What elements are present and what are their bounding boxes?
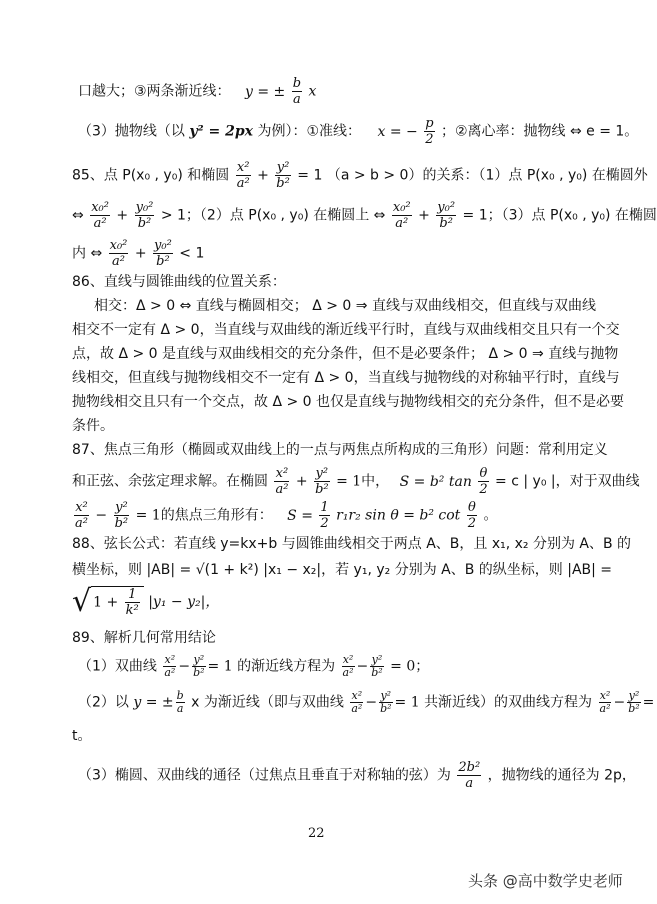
numerator: x² <box>351 689 363 702</box>
numerator: y² <box>371 653 383 666</box>
fraction <box>342 654 355 679</box>
fraction <box>314 466 330 497</box>
denominator: 2 <box>320 516 329 531</box>
numerator: 1 <box>128 587 137 602</box>
numerator: x² <box>342 653 354 666</box>
text-segment: 和正弦、余弦定理求解。在椭圆 <box>72 473 268 490</box>
fraction <box>350 690 363 715</box>
section-heading <box>72 272 286 292</box>
numerator: x² <box>236 160 250 175</box>
text-line <box>72 160 648 191</box>
fraction <box>135 200 155 231</box>
fraction <box>153 238 173 269</box>
math-expr: = 0； <box>390 658 430 675</box>
fraction <box>292 76 302 107</box>
text-line <box>72 416 114 436</box>
denominator: k² <box>125 603 139 618</box>
text-line <box>72 392 624 412</box>
math-expr: S = <box>287 507 313 524</box>
math-expr: y = ± <box>133 694 174 711</box>
section-heading <box>72 628 216 648</box>
numerator: b <box>292 76 302 91</box>
text-segment: 横坐标，则 |AB| = √(1 + k²) |x₁ − x₂|，若 y₁, y₂ 分别为 A、B 的纵坐标，则 |AB| = <box>72 562 613 578</box>
numerator: b <box>176 689 184 702</box>
denominator: 2 <box>467 516 477 531</box>
fraction <box>125 587 140 618</box>
text-segment: 为例）：①准线： <box>257 123 362 140</box>
text-segment: 87、焦点三角形（椭圆或双曲线上的一点与两焦点所构成的三角形）问题：常利用定义 <box>72 442 608 458</box>
denominator: a² <box>599 702 611 715</box>
fraction <box>424 116 434 147</box>
text-segment: = 1 （a > b > 0）的关系：（1）点 P(x₀ , y₀) 在椭圆外 <box>297 167 648 184</box>
numerator: x₀² <box>109 238 128 253</box>
fraction <box>467 500 477 531</box>
text-line <box>78 116 638 147</box>
numerator: y² <box>628 689 640 702</box>
text-segment: （1）双曲线 <box>78 658 157 675</box>
fraction <box>457 760 481 791</box>
numerator: y₀² <box>135 200 154 215</box>
denominator: b² <box>628 702 640 715</box>
math-expr: x <box>308 83 317 100</box>
math-expr: + <box>134 245 147 262</box>
text-segment: 85、点 P(x₀ , y₀) 和椭圆 <box>72 167 230 184</box>
math-expr: + <box>257 167 269 184</box>
fraction <box>478 466 488 497</box>
denominator: a <box>293 92 301 107</box>
fraction <box>392 200 412 231</box>
text-segment: > 1；（2）点 P(x₀ , y₀) 在椭圆上 ⇔ <box>160 207 386 224</box>
text-segment: 共渐近线）的双曲线方程为 <box>424 694 593 711</box>
text-segment: （3）椭圆、双曲线的通径（过焦点且垂直于对称轴的弦）为 <box>78 767 451 784</box>
text-segment: 抛物线相交且只有一个交点，故 Δ > 0 也仅是直线与抛物线相交的充分条件，但不是必要 <box>72 394 625 410</box>
numerator: y² <box>193 653 205 666</box>
denominator: a² <box>75 516 88 531</box>
numerator: x² <box>164 653 176 666</box>
text-segment: = c | y₀ |，对于双曲线 <box>495 473 640 490</box>
fraction <box>319 500 329 531</box>
text-segment: 的渐近线方程为 <box>237 658 336 675</box>
denominator: b² <box>276 176 290 191</box>
denominator: b² <box>153 253 173 269</box>
text-segment: ⇔ <box>72 207 84 224</box>
text-segment: x 为渐近线（即与双曲线 <box>191 694 344 711</box>
numerator: y² <box>276 160 290 175</box>
text-segment: 相交不一定有 Δ > 0，当直线与双曲线的渐近线平行时，直线与双曲线相交且只有一个交 <box>72 322 620 338</box>
text-line: $\frac{\text{x²}}{\text{a²}}$ − $\frac{\text{y²}}{\text{b²}}$ = 1的焦点三角形有： S = $\frac{1}{2}$ r₁r₂ sin θ = b² cot $\frac{\theta}{2}$ 。 <box>75 500 498 531</box>
numerator: p <box>425 116 434 131</box>
text-line <box>72 726 92 746</box>
math-expr: + <box>116 207 129 224</box>
text-segment: （3）抛物线（以 <box>78 123 185 140</box>
denominator: a² <box>109 253 129 269</box>
text-line <box>72 200 657 231</box>
denominator: b² <box>380 702 392 715</box>
text-segment: 的焦点三角形有： <box>160 507 273 524</box>
text-segment: t。 <box>72 728 92 744</box>
numerator: y₀² <box>154 238 172 253</box>
denominator: a² <box>236 176 250 191</box>
text-segment: （2）以 <box>78 694 129 711</box>
numerator: 1 <box>320 500 329 515</box>
math-expr: r₁r₂ sin θ = b² cot <box>336 507 461 524</box>
denominator: b² <box>193 666 205 679</box>
text-line <box>72 586 219 618</box>
denominator: b² <box>114 516 129 531</box>
text-line <box>72 560 612 580</box>
text-segment: 点，故 Δ > 0 是直线与双曲线相交的充分条件，但不是必要条件； Δ > 0 ⇒ 直线与抛物 <box>72 346 619 362</box>
text-line <box>94 296 596 316</box>
denominator: 2 <box>479 482 488 497</box>
fraction <box>114 500 130 531</box>
text-segment: < 1 <box>179 245 205 262</box>
fraction <box>627 690 640 715</box>
text-segment: ；②离心率：抛物线 ⇔ e = 1。 <box>440 123 639 140</box>
denominator: a² <box>275 482 289 497</box>
denominator: a² <box>392 215 412 231</box>
fraction <box>109 238 129 269</box>
fraction <box>379 690 392 715</box>
section-heading <box>72 440 608 460</box>
denominator: b² <box>371 666 383 679</box>
text-line <box>72 320 620 340</box>
numerator: y₀² <box>437 200 456 215</box>
fraction <box>436 200 456 231</box>
numerator: x² <box>275 466 289 481</box>
denominator: a² <box>90 215 110 231</box>
fraction <box>599 690 612 715</box>
page-number: 22 <box>308 826 325 841</box>
fraction <box>163 654 176 679</box>
text-line <box>78 760 636 791</box>
numerator: x² <box>599 689 611 702</box>
denominator: a <box>176 702 184 715</box>
fraction <box>192 654 205 679</box>
math-expr: y² = 2px <box>189 123 253 140</box>
denominator: a² <box>164 666 176 679</box>
math-expr: y = ± <box>245 83 286 100</box>
fraction <box>236 160 251 191</box>
denominator: b² <box>135 215 155 231</box>
denominator: a <box>457 775 481 791</box>
fraction <box>275 160 291 191</box>
text-segment: 89、解析几何常用结论 <box>72 630 216 646</box>
numerator: y² <box>115 500 128 515</box>
text-segment: 口越大；③两条渐近线： <box>78 83 231 100</box>
text-line <box>72 344 618 364</box>
text-line: 和正弦、余弦定理求解。在椭圆 $\frac{\text{x²}}{\text{a²}}$ + $\frac{\text{y²}}{\text{b²}}$ = 1中， S = b² tan $\frac{\theta}{2}$ = c | y₀ |，对于双曲线 <box>72 466 640 497</box>
denominator: b² <box>436 215 456 231</box>
numerator: y² <box>380 689 392 702</box>
numerator: y² <box>315 466 329 481</box>
fraction <box>74 500 89 531</box>
text-segment: ，抛物线的通径为 2p， <box>487 767 636 784</box>
text-line: （2）以 y = ± $\frac{b}{a}$ x 为渐近线（即与双曲线 $\frac{\text{x²}}{\text{a²}}$ − $\frac{\text{y²}}{\text{b²}}$ = 1 共渐近线）的双曲线方程为 $\frac{\text{x²}}{\text{a²}}$ − $\frac{\text{y²}}{\text{b²}}$ = <box>78 689 655 715</box>
fraction <box>274 466 289 497</box>
text-segment: 内 ⇔ <box>72 245 103 262</box>
text-segment: 相交：Δ > 0 ⇔ 直线与椭圆相交； Δ > 0 ⇒ 直线与双曲线相交，但直线与双曲线 <box>94 298 596 314</box>
text-line <box>78 76 316 107</box>
numerator: 2b² <box>458 760 481 775</box>
fraction <box>176 690 185 715</box>
denominator: b² <box>315 482 329 497</box>
denominator: a² <box>351 702 363 715</box>
text-line <box>72 238 204 269</box>
numerator: θ <box>479 466 488 481</box>
math-expr: + <box>418 207 430 224</box>
text-segment: 86、直线与圆锥曲线的位置关系： <box>72 274 286 290</box>
denominator: 2 <box>425 132 434 147</box>
text-line <box>72 368 620 388</box>
text-segment: 线相交，但直线与抛物线相交不一定有 Δ > 0，当直线与抛物线的对称轴平行时，直线与 <box>72 370 620 386</box>
text-segment: = 1；（3）点 P(x₀ , y₀) 在椭圆 <box>462 207 657 224</box>
numerator: x₀² <box>392 200 411 215</box>
text-segment: 中， <box>361 473 390 490</box>
math-expr: |y₁ − y₂|， <box>148 594 220 610</box>
numerator: x² <box>75 500 88 515</box>
text-segment: 条件。 <box>72 418 114 434</box>
fraction <box>370 654 383 679</box>
math-expr: + <box>295 473 308 490</box>
math-expr: x = − <box>377 123 418 140</box>
text-segment: 88、弦长公式：若直线 y=kx+b 与圆锥曲线相交于两点 A、B，且 x₁, x₂ 分别为 A、B 的 <box>72 536 632 552</box>
numerator: θ <box>467 500 476 515</box>
denominator: a² <box>342 666 354 679</box>
watermark: 头条 @高中数学史老师 <box>468 872 623 890</box>
numerator: x₀² <box>91 200 109 215</box>
fraction <box>90 200 110 231</box>
text-line: （1）双曲线 $\frac{\text{x²}}{\text{a²}}$ − $\frac{\text{y²}}{\text{b²}}$ = 1 的渐近线方程为 $\frac{\text{x²}}{\text{a²}}$ − $\frac{\text{y²}}{\text{b²}}$ = 0； <box>78 653 430 679</box>
math-expr: S = b² tan <box>399 473 472 490</box>
section-heading <box>72 534 631 554</box>
sqrt-expr: √ 1 + $\frac{1}{\text{k²}}$ <box>72 586 144 618</box>
